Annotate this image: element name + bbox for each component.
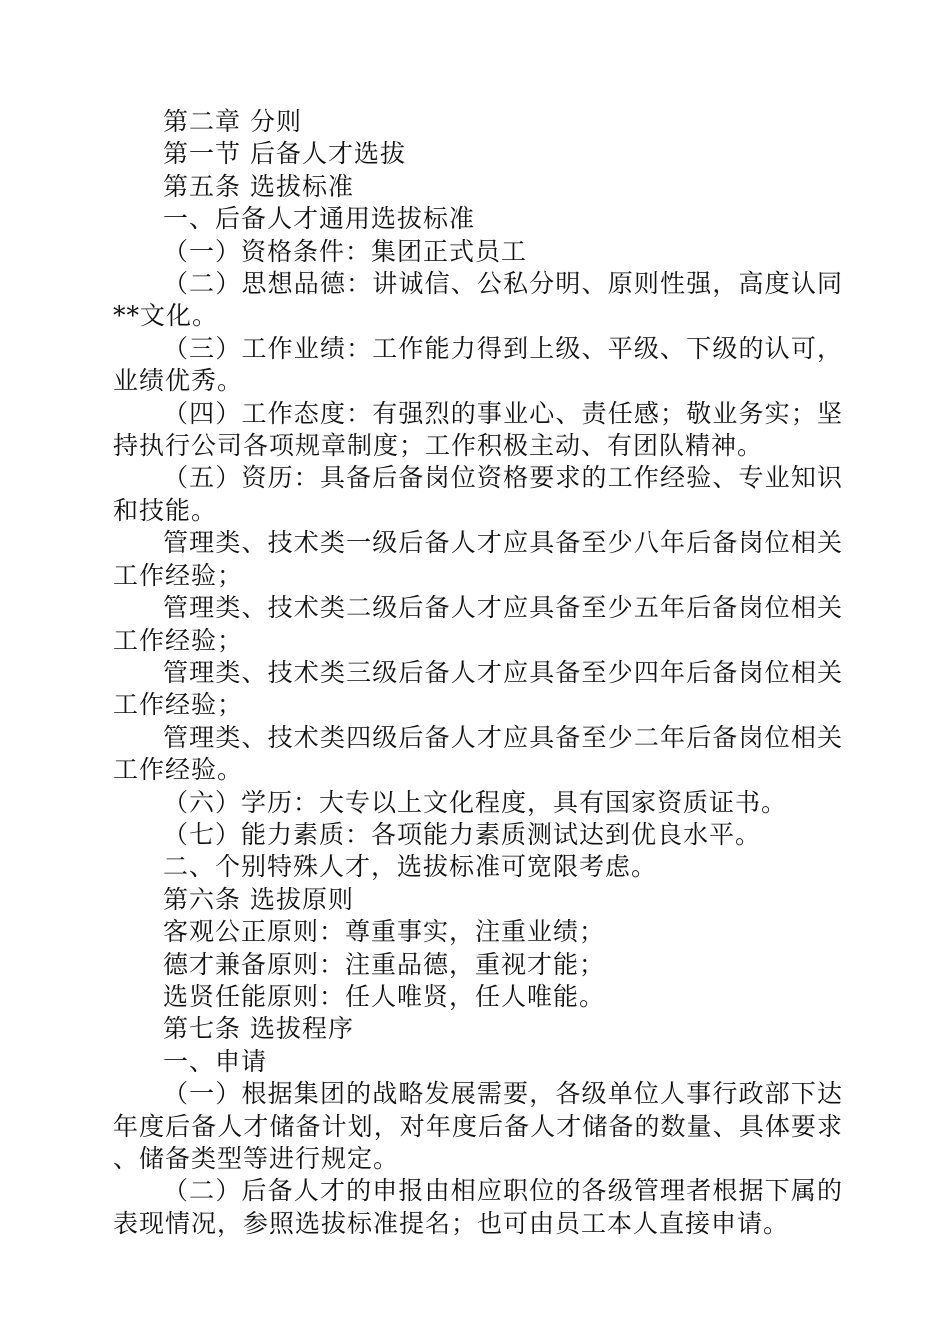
paragraph: （六）学历：大专以上文化程度，具有国家资质证书。 <box>163 787 788 817</box>
paragraph: 选贤任能原则：任人唯贤，任人唯能。 <box>163 981 606 1011</box>
paragraph: 管理类、技术类二级后备人才应具备至少五年后备岗位相关工作经验； <box>113 593 843 655</box>
paragraph: （二）思想品德：讲诚信、公私分明、原则性强，高度认同**文化。 <box>113 269 843 331</box>
paragraph: （一）资格条件：集团正式员工 <box>163 236 528 266</box>
paragraph: 管理类、技术类一级后备人才应具备至少八年后备岗位相关工作经验； <box>113 528 843 590</box>
document-body <box>113 106 843 1240</box>
paragraph: 管理类、技术类四级后备人才应具备至少二年后备岗位相关工作经验。 <box>113 722 843 785</box>
paragraph: （五）资历：具备后备岗位资格要求的工作经验、专业知识和技能。 <box>113 463 843 525</box>
paragraph: 德才兼备原则：注重品德，重视才能； <box>163 949 606 979</box>
chapter-heading: 第二章 分则 <box>163 107 302 136</box>
article-heading: 第六条 选拔原则 <box>163 884 354 914</box>
section-heading: 第一节 后备人才选拔 <box>163 139 406 169</box>
paragraph: （三）工作业绩：工作能力得到上级、平级、下级的认可，业绩优秀。 <box>113 333 843 396</box>
paragraph: （七）能力素质：各项能力素质测试达到优良水平。 <box>163 819 762 849</box>
article-heading: 第七条 选拔程序 <box>163 1014 354 1044</box>
paragraph: （四）工作态度：有强烈的事业心、责任感；敬业务实；坚持执行公司各项规章制度；工作积极主动、有团队精神。 <box>113 398 843 461</box>
paragraph: 一、申请 <box>163 1046 268 1076</box>
paragraph: 管理类、技术类三级后备人才应具备至少四年后备岗位相关工作经验； <box>113 657 843 720</box>
paragraph: （二）后备人才的申报由相应职位的各级管理者根据下属的表现情况，参照选拔标准提名；也可由员工本人直接申请。 <box>113 1176 843 1238</box>
paragraph: 客观公正原则：尊重事实，注重业绩； <box>163 917 606 947</box>
article-heading: 第五条 选拔标准 <box>163 171 354 201</box>
paragraph: （一）根据集团的战略发展需要，各级单位人事行政部下达年度后备人才储备计划，对年度后备人才储备的数量、具体要求、储备类型等进行规定。 <box>113 1079 843 1173</box>
paragraph: 二、个别特殊人才，选拔标准可宽限考虑。 <box>163 852 658 882</box>
paragraph: 一、后备人才通用选拔标准 <box>163 204 476 234</box>
